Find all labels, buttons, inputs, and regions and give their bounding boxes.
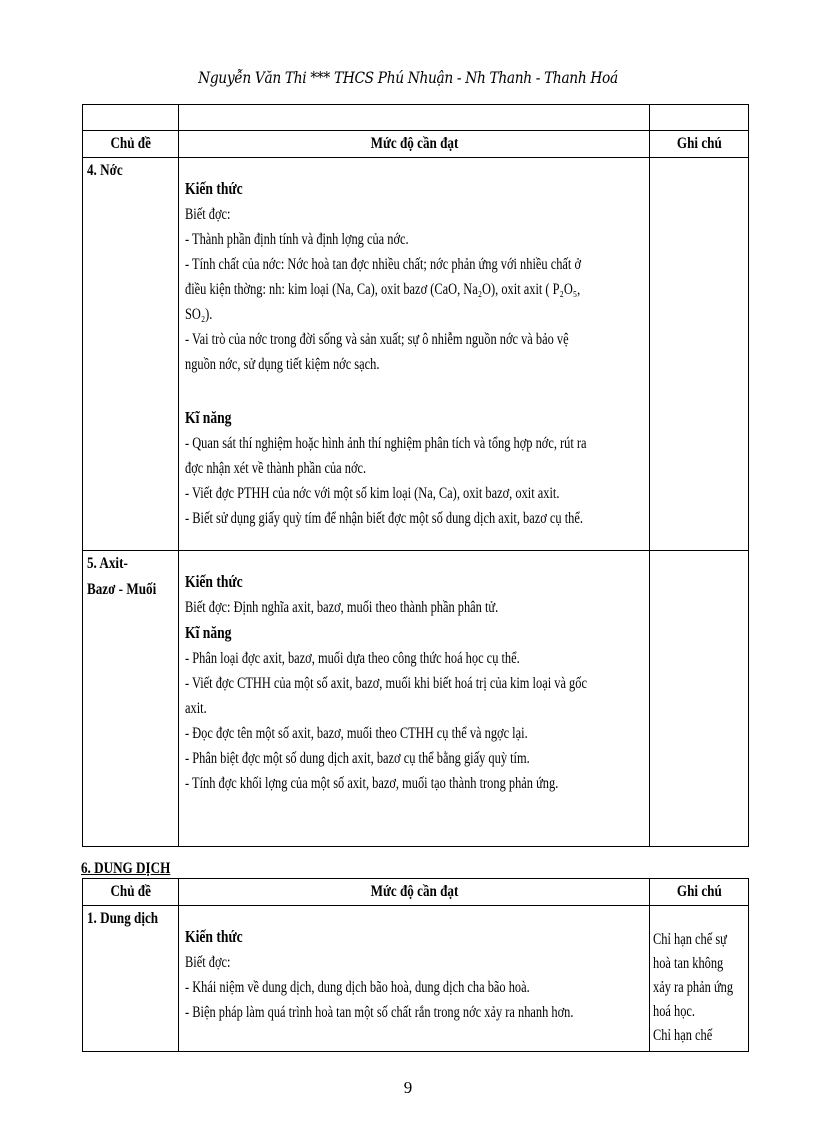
subheading-knowledge: Kiến thức — [185, 179, 243, 198]
competency-table-1 — [82, 104, 749, 847]
level-cell — [179, 158, 650, 551]
content-line: - Phân biệt đợc một số dung dịch axit, bazơ cụ thể bằng giấy quỳ tím. — [185, 750, 530, 767]
content-line: - Đọc đợc tên một số axit, bazơ, muối theo CTHH cụ thể và ngợc lại. — [185, 725, 528, 742]
content-line: - Khái niệm về dung dịch, dung dịch bão hoà, dung dịch cha bão hoà. — [185, 979, 530, 996]
content-line: - Biết sử dụng giấy quỳ tím để nhận biết đợc một số dung dịch axit, bazơ cụ thể. — [185, 510, 583, 527]
content-line: điều kiện thờng: nh: kim loại (Na, Ca), oxit bazơ (CaO, Na₂O), oxit axit ( P₂O₅, — [185, 281, 581, 298]
note-line: Chỉ hạn chế sự — [653, 931, 727, 948]
column-header-note: Ghi chú — [650, 879, 749, 906]
level-cell — [179, 551, 650, 847]
topic-label: 1. Dung dịch — [87, 910, 159, 927]
level-cell — [179, 906, 650, 1052]
content-line: - Thành phần định tính và định lợng của nớc. — [185, 231, 409, 248]
content-line: axit. — [185, 700, 207, 717]
table-header-row — [83, 131, 749, 158]
note-line: Chỉ hạn chế — [653, 1027, 713, 1044]
subheading-skills: Kĩ năng — [185, 408, 232, 427]
column-header-level: Mức độ cần đạt — [179, 879, 650, 906]
section-title: 6. DUNG DỊCH — [81, 860, 171, 877]
subheading-knowledge: Kiến thức — [185, 572, 243, 591]
table-row — [83, 551, 749, 847]
topic-cell — [83, 158, 179, 551]
content-line: - Phân loại đợc axit, bazơ, muối dựa theo công thức hoá học cụ thể. — [185, 650, 520, 667]
topic-label: 5. Axit- — [87, 555, 128, 572]
column-header-level: Mức độ cần đạt — [179, 131, 650, 158]
note-cell — [650, 551, 749, 847]
note-cell — [650, 906, 749, 1052]
topic-label: Bazơ - Muối — [87, 581, 157, 598]
note-line: xảy ra phản ứng — [653, 979, 734, 996]
content-line: - Tính đợc khối lợng của một số axit, bazơ, muối tạo thành trong phản ứng. — [185, 775, 559, 792]
content-line: - Viết đợc PTHH của nớc với một số kim loại (Na, Ca), oxit bazơ, oxit axit. — [185, 485, 560, 502]
content-line: - Tính chất của nớc: Nớc hoà tan đợc nhiều chất; nớc phản ứng với nhiều chất ở — [185, 256, 582, 273]
note-line: hoá học. — [653, 1003, 696, 1020]
content-line: nguồn nớc, sử dụng tiết kiệm nớc sạch. — [185, 356, 380, 373]
topic-cell — [83, 906, 179, 1052]
table-spacer-row — [83, 105, 749, 131]
content-line: Biết đợc: Định nghĩa axit, bazơ, muối theo thành phần phân tử. — [185, 599, 499, 616]
subheading-skills: Kĩ năng — [185, 623, 232, 642]
content-line: Biết đợc: — [185, 954, 231, 971]
table-header-row — [83, 879, 749, 906]
subheading-knowledge: Kiến thức — [185, 927, 243, 946]
content-line: SO₂). — [185, 306, 213, 323]
table-row — [83, 158, 749, 551]
competency-table-2 — [82, 878, 749, 1052]
table-row — [83, 906, 749, 1052]
content-line: - Quan sát thí nghiệm hoặc hình ảnh thí nghiệm phân tích và tổng hợp nớc, rút ra — [185, 435, 587, 452]
page-header: Nguyễn Văn Thi *** THCS Phú Nhuận - Nh Thanh - Thanh Hoá — [198, 68, 618, 87]
content-line: Biết đợc: — [185, 206, 231, 223]
note-cell — [650, 158, 749, 551]
note-line: hoà tan không — [653, 955, 724, 972]
column-header-topic: Chủ đề — [83, 131, 179, 158]
topic-cell — [83, 551, 179, 847]
topic-label: 4. Nớc — [87, 162, 123, 179]
page-number: 9 — [403, 1078, 413, 1097]
content-line: - Biện pháp làm quá trình hoà tan một số chất rắn trong nớc xảy ra nhanh hơn. — [185, 1004, 574, 1021]
content-line: - Viết đợc CTHH của một số axit, bazơ, muối khi biết hoá trị của kim loại và gốc — [185, 675, 587, 692]
column-header-note: Ghi chú — [650, 131, 749, 158]
content-line: - Vai trò của nớc trong đời sống và sản xuất; sự ô nhiễm nguồn nớc và bảo vệ — [185, 331, 569, 348]
content-line: đợc nhận xét về thành phần của nớc. — [185, 460, 367, 477]
column-header-topic: Chủ đề — [83, 879, 179, 906]
